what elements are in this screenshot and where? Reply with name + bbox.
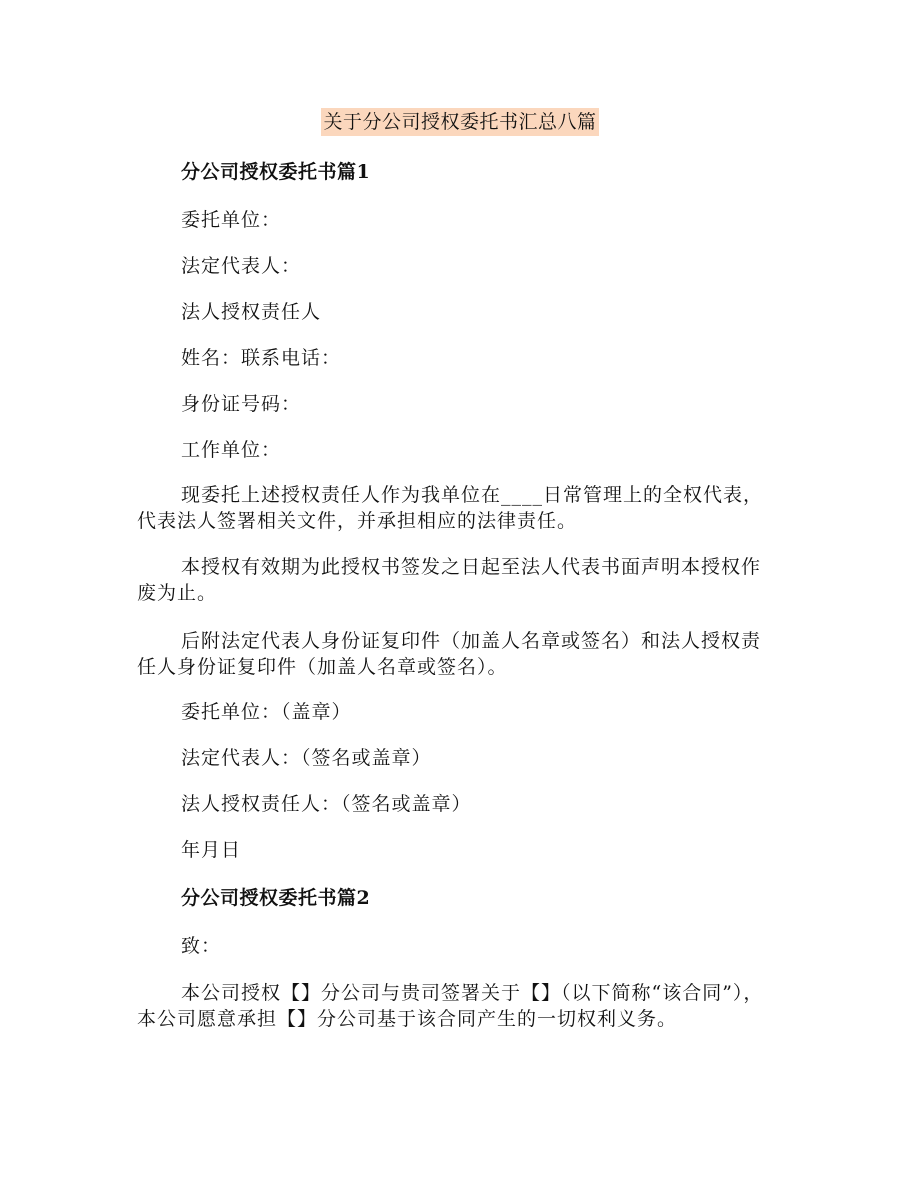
title-wrap (0, 108, 920, 136)
field-legal-representative: 法定代表人： (181, 255, 302, 277)
field-entrusting-unit: 委托单位： (181, 209, 282, 231)
field-id-number: 身份证号码： (181, 393, 302, 415)
field-work-unit: 工作单位： (181, 439, 282, 461)
field-name-phone: 姓名：联系电话： (181, 347, 342, 369)
salutation: 致： (181, 935, 222, 957)
paragraph-authorization: 本公司授权【】分公司与贵司签署关于【】（以下简称“该合同”），本公司愿意承担【】分公司基于该合同产生的一切权利义务。 (137, 982, 764, 1030)
section2-heading: 分公司授权委托书篇2 (181, 887, 371, 909)
paragraph-validity: 本授权有效期为此授权书签发之日起至法人代表书面声明本授权作废为止。 (137, 556, 762, 604)
signature-authorized-person: 法人授权责任人：（签名或盖章） (181, 793, 472, 815)
paragraph-entrustment: 现委托上述授权责任人作为我单位在____日常管理上的全权代表，代表法人签署相关文件，并承担相应的法律责任。 (137, 484, 764, 532)
signature-entrusting-unit: 委托单位：（盖章） (181, 701, 352, 723)
signature-date: 年月日 (181, 839, 242, 861)
document-title: 关于分公司授权委托书汇总八篇 (321, 108, 598, 136)
field-authorized-person: 法人授权责任人 (181, 301, 322, 323)
signature-legal-representative: 法定代表人：（签名或盖章） (181, 747, 432, 769)
section1-heading: 分公司授权委托书篇1 (181, 161, 371, 183)
paragraph-attachments: 后附法定代表人身份证复印件（加盖人名章或签名）和法人授权责任人身份证复印件（加盖人名章或签名）。 (137, 630, 762, 678)
